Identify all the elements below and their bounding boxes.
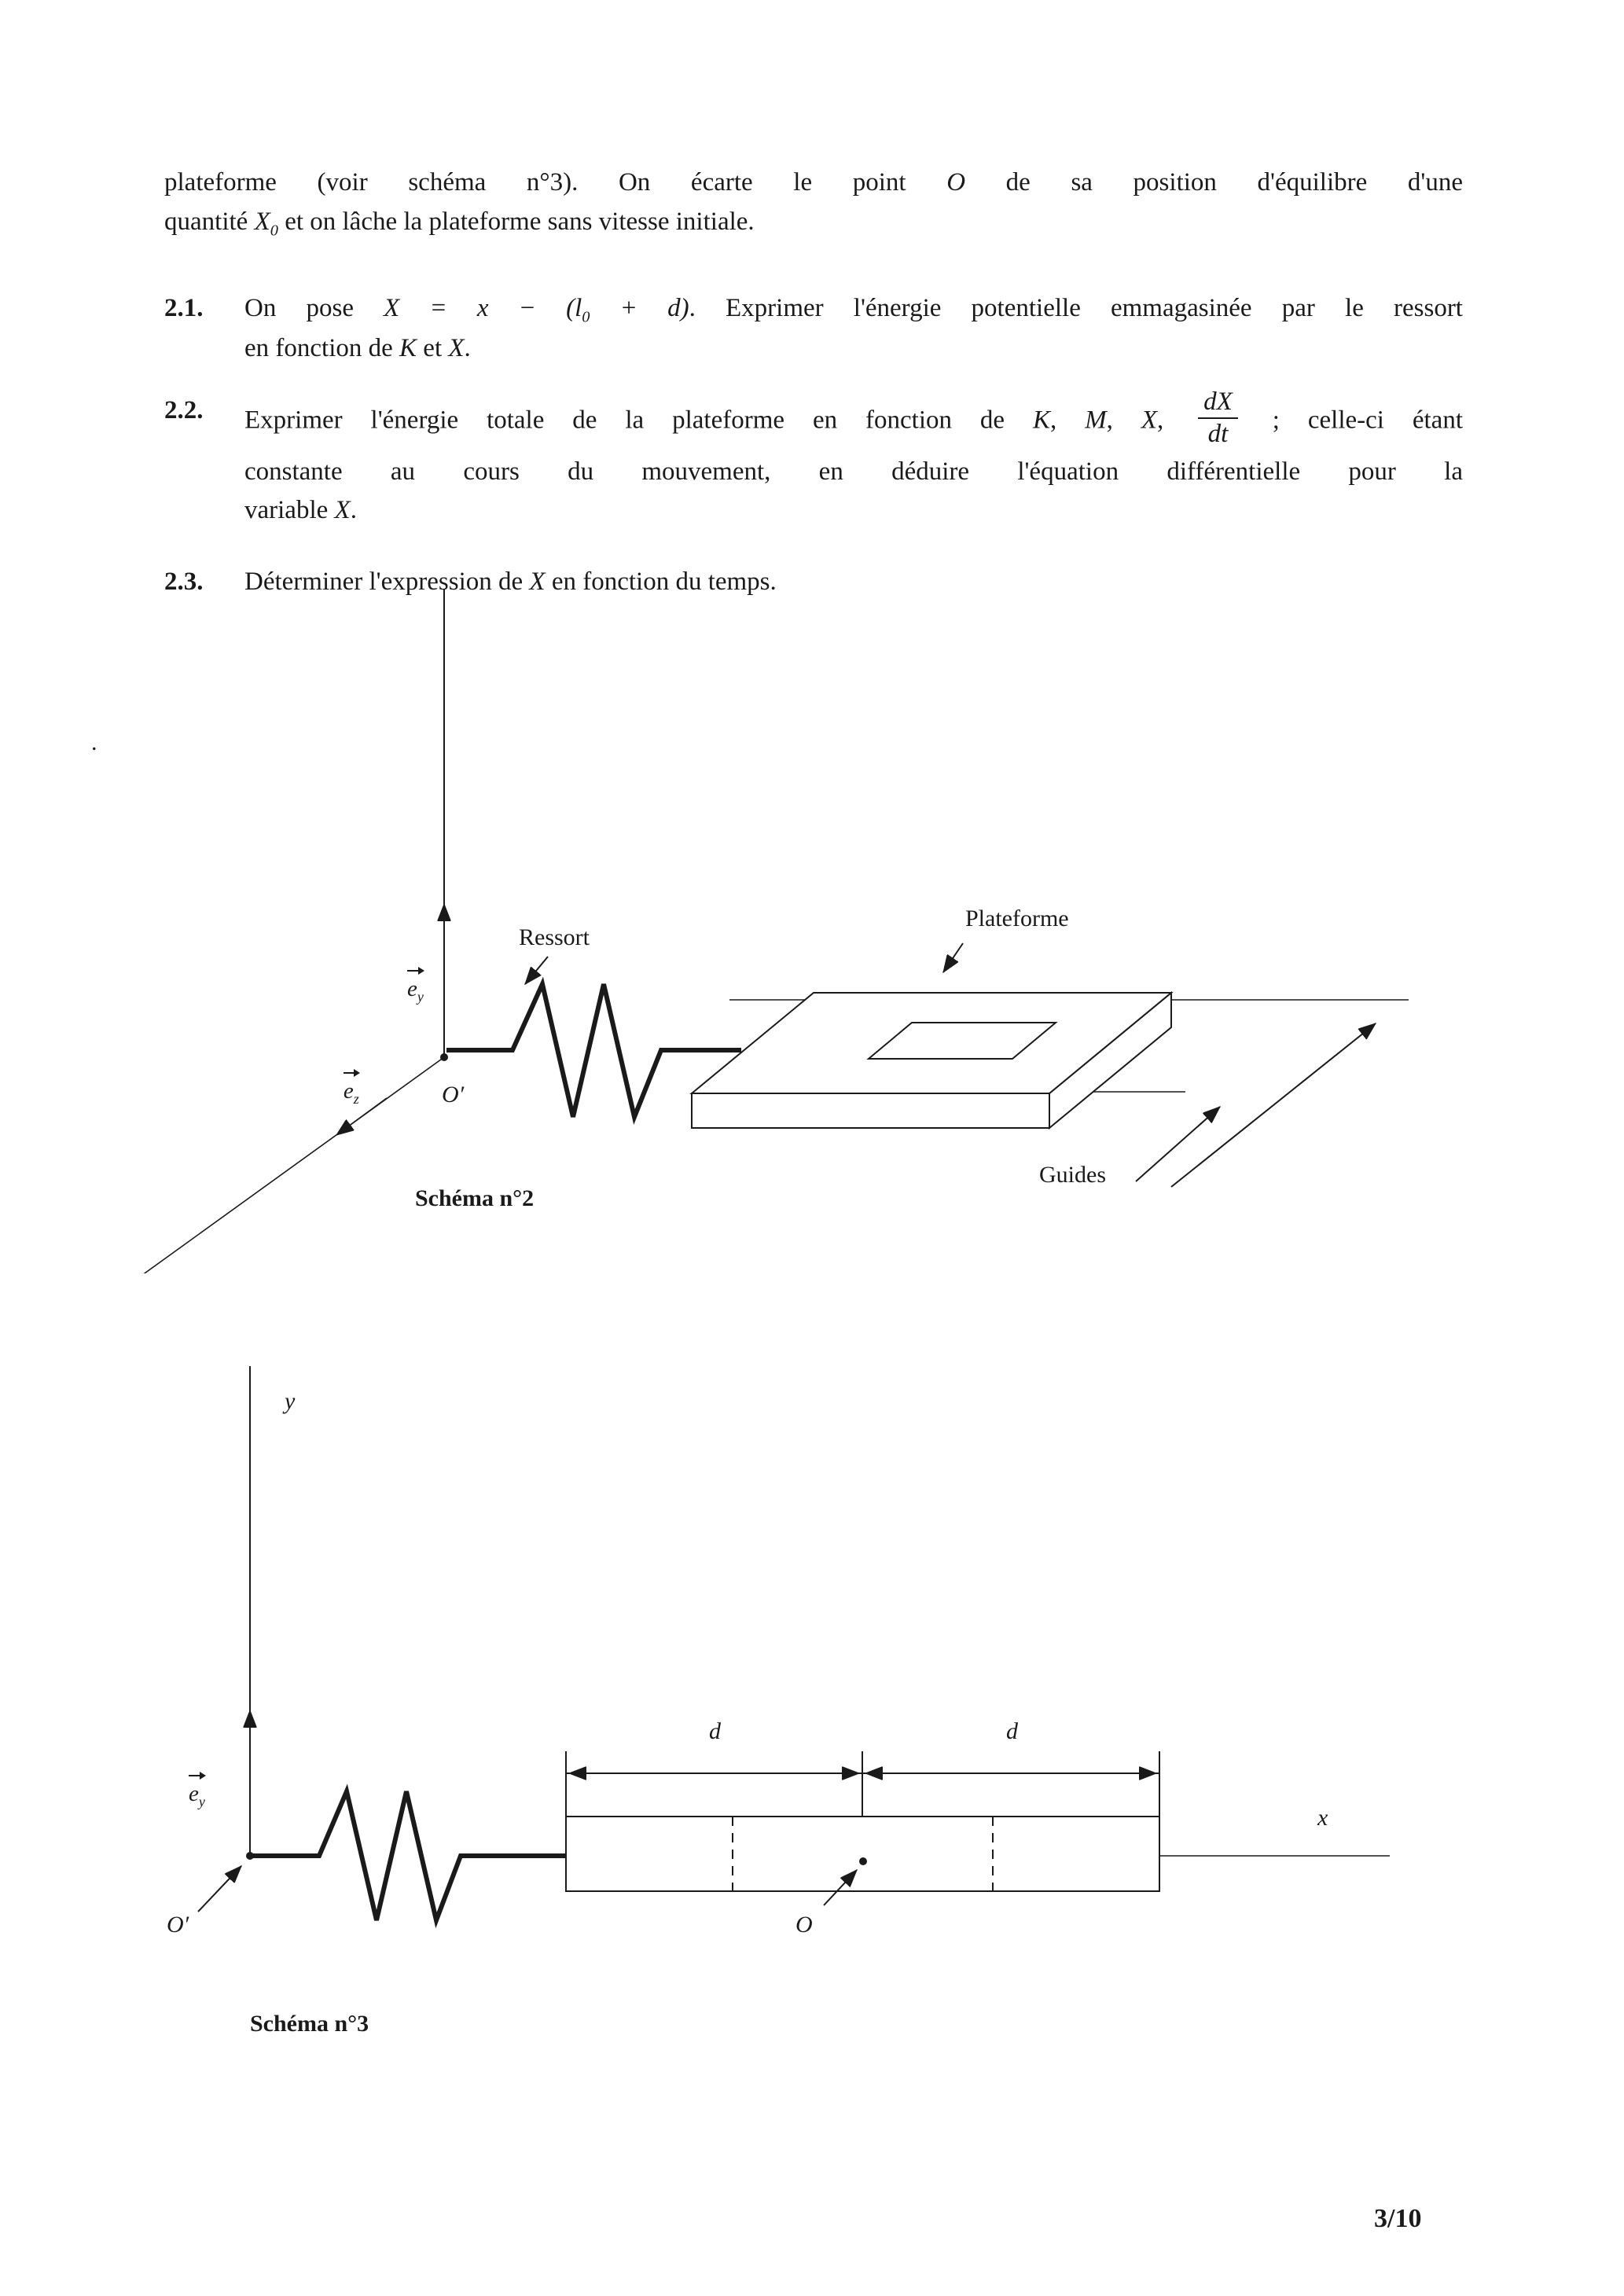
fraction-denominator: dt: [1207, 419, 1229, 448]
platform-rectangle: [566, 1817, 1159, 1891]
q3-text: en fonction du temps.: [545, 568, 777, 596]
q1-line-1: [244, 289, 1463, 329]
question-number: 2.1.: [164, 294, 204, 322]
ey-vector-label: [407, 967, 424, 1005]
q2-line-3: [244, 491, 1463, 531]
var-O: O: [946, 168, 966, 197]
var-X: X: [334, 496, 351, 525]
formula-paren: ): [680, 294, 689, 322]
q2-text: ; celle-ci étant: [1244, 406, 1463, 435]
platform-slab: [692, 993, 1171, 1128]
vector-arrow-bar: [407, 970, 419, 972]
ressort-pointer-arrow: [525, 957, 548, 984]
var-l0: l: [575, 294, 582, 322]
q1-text: et: [417, 334, 449, 363]
var-l0-subscript: 0: [582, 308, 590, 326]
var-M: M: [1085, 406, 1107, 435]
q2-text: Exprimer l'énergie totale de la plateforme en fonction de: [244, 406, 1033, 435]
guides-label: Guides: [1039, 1162, 1106, 1188]
spring-zigzag: [252, 1791, 566, 1920]
dimension-lines: [566, 1751, 1159, 1817]
plateforme-pointer-arrow: [943, 943, 963, 972]
var-K: K: [1032, 406, 1050, 435]
question-2-2: [164, 388, 1463, 531]
question-body: [244, 388, 1463, 531]
vector-subscript: y: [417, 988, 424, 1005]
o-label: O: [795, 1912, 813, 1938]
o-prime-pointer-arrow: [198, 1866, 241, 1912]
q1-text: en fonction de: [244, 334, 400, 363]
var-X: X: [529, 568, 546, 596]
q2-text: ,: [1157, 406, 1192, 435]
platform-front-face: [692, 1093, 1049, 1128]
point-o-dot: [859, 1857, 867, 1865]
schema-2-caption: Schéma n°2: [415, 1185, 535, 1211]
ressort-label: Ressort: [519, 924, 590, 950]
d-right-label: d: [1006, 1718, 1018, 1744]
d-left-label: d: [709, 1718, 721, 1744]
z-axis-line: [119, 1057, 444, 1273]
ez-vector-label: [344, 1069, 359, 1108]
ey-vector-label: [189, 1772, 205, 1810]
vector-symbol: e: [189, 1781, 199, 1806]
question-2-1: [164, 289, 1463, 369]
var-X: X: [1141, 406, 1157, 435]
o-prime-label: O′: [442, 1082, 465, 1108]
q2-line-2: [244, 453, 1463, 492]
intro-text: quantité: [164, 207, 255, 236]
schema-2-figure: [79, 582, 1467, 1273]
var-X0-subscript: 0: [270, 222, 278, 240]
fraction-numerator: dX: [1198, 388, 1238, 419]
plateforme-label: Plateforme: [965, 906, 1069, 931]
question-number: 2.3.: [164, 568, 204, 596]
intro-line-1: [164, 163, 1463, 203]
vector-symbol: e: [343, 1078, 354, 1104]
origin-o-prime-dot: [440, 1053, 448, 1061]
x-axis-label: x: [1317, 1805, 1328, 1831]
q1-line-2: [244, 329, 1463, 369]
y-axis-label: y: [285, 1388, 296, 1414]
o-prime-label: O′: [167, 1912, 189, 1938]
page-number: 3/10: [1374, 2204, 1422, 2233]
question-body: [244, 289, 1463, 369]
intro-text: plateforme (voir schéma n°3). On écarte le point: [164, 168, 947, 197]
var-X0: X: [254, 207, 270, 236]
intro-paragraph: [164, 163, 1463, 243]
vector-arrow-bar: [189, 1775, 200, 1776]
formula-tail: + d: [590, 294, 681, 322]
vector-symbol: e: [407, 976, 417, 1001]
vector-subscript: z: [353, 1090, 359, 1107]
guides-pointer-arrow-2: [1136, 1107, 1220, 1181]
vector-arrow-bar: [344, 1072, 355, 1074]
q2-text: constante au cours du mouvement, en déduire l'équation différentielle pour la: [244, 457, 1463, 486]
intro-text: et on lâche la plateforme sans vitesse initiale.: [277, 207, 755, 236]
fraction-dX-dt: [1198, 388, 1238, 449]
var-X: X: [448, 334, 465, 363]
o-pointer-arrow: [824, 1870, 857, 1905]
q2-text: variable: [244, 496, 335, 525]
schema-3-figure: [79, 1352, 1467, 2146]
intro-text: de sa position d'équilibre d'une: [965, 168, 1463, 197]
schema-2-drawing: [79, 582, 1467, 1273]
stray-period: .: [91, 729, 97, 755]
q2-text: .: [350, 496, 357, 525]
q3-text: Déterminer l'expression de: [244, 568, 530, 596]
vector-subscript: y: [198, 1793, 205, 1809]
intro-line-2: [164, 203, 1463, 243]
formula-X-definition: X = x − (: [384, 294, 575, 322]
schema-3-caption: Schéma n°3: [250, 2011, 369, 2037]
var-K: K: [399, 334, 417, 363]
q1-text: .: [464, 334, 471, 363]
question-number: 2.2.: [164, 396, 204, 424]
q2-text: ,: [1106, 406, 1141, 435]
guides-pointer-arrow-1: [1171, 1023, 1376, 1187]
q1-text: On pose: [244, 294, 384, 322]
q2-line-1: [244, 388, 1463, 453]
origin-o-prime-dot: [246, 1852, 254, 1860]
q2-text: ,: [1049, 406, 1086, 435]
q1-text: . Exprimer l'énergie potentielle emmagasinée par le ressort: [689, 294, 1463, 322]
